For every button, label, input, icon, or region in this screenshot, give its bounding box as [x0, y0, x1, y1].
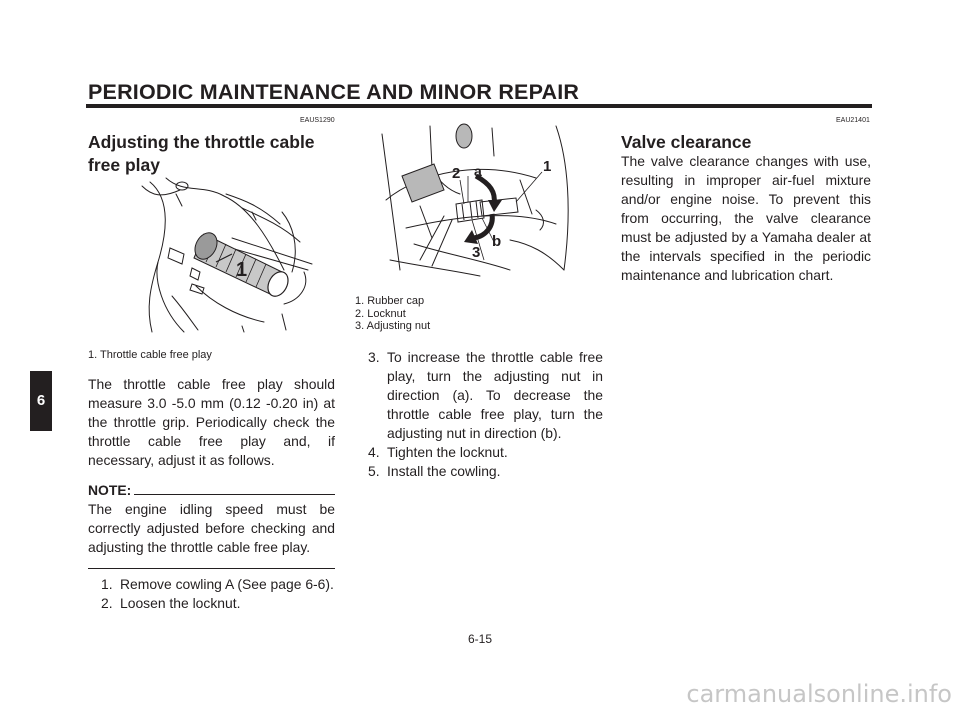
step-item [88, 575, 335, 594]
step-number: 4. [368, 444, 380, 460]
section-title-throttle-line1: Adjusting the throttle cable [88, 132, 315, 152]
steps-list-middle [355, 348, 603, 481]
step-number: 3. [368, 349, 380, 365]
figure-label-adjusting-nut: 3 [472, 244, 481, 261]
figure-label-direction-a: a [474, 163, 482, 179]
page-header-title: PERIODIC MAINTENANCE AND MINOR REPAIR [88, 80, 580, 104]
header-rule [86, 104, 872, 108]
chapter-tab: 6 [30, 371, 52, 431]
section-title-throttle [88, 131, 315, 177]
section-title-throttle-line2: free play [88, 155, 160, 175]
step-number: 5. [368, 463, 380, 479]
step-text: Loosen the locknut. [120, 595, 241, 611]
note-label: NOTE: [88, 482, 132, 498]
figure-label-direction-b: b [492, 233, 502, 250]
figure-caption-throttle: 1. Throttle cable free play [88, 349, 212, 361]
caption-line: 2. Locknut [355, 307, 406, 320]
step-item [355, 462, 603, 481]
section-code-throttle: EAUS1290 [300, 117, 335, 124]
caption-line: 3. Adjusting nut [355, 320, 431, 332]
step-item [355, 348, 603, 443]
steps-list-left [88, 575, 335, 613]
step-item [88, 594, 335, 613]
step-item [355, 443, 603, 462]
step-text: Remove cowling A (See page 6-6). [120, 576, 334, 592]
step-text: Install the cowling. [387, 463, 501, 479]
throttle-grip-illustration [132, 176, 332, 336]
adjusting-nut-illustration [360, 120, 590, 290]
note-text: The engine idling speed must be correctly adjusted before checking and adjusting the throttle cable free play. [88, 501, 335, 555]
valve-paragraph: The valve clearance changes with use, resulting in improper air-fuel mixture and/or engine noise. To prevent this from occurring, the valve clearance must be adjusted by a Yamaha dealer at the intervals specified in the periodic maintenance and lubrication chart. [621, 153, 871, 283]
figure-label-locknut: 2 [452, 165, 461, 182]
note-top-rule [134, 494, 335, 495]
note-bottom-rule [88, 568, 335, 569]
caption-line: 1. Rubber cap [355, 295, 425, 307]
figure-caption-adjusting [355, 295, 430, 333]
figure-label-rubber-cap: 1 [543, 158, 552, 175]
section-title-valve: Valve clearance [621, 132, 752, 152]
step-text: Tighten the locknut. [387, 444, 508, 460]
throttle-paragraph: The throttle cable free play should measure 3.0 -5.0 mm (0.12 -0.20 in) at the throttle grip. Periodically check the throttle cable free play and, if necessary, adjust it as follows. [88, 376, 335, 468]
page-number: 6-15 [467, 632, 493, 646]
figure-label-1: 1 [236, 259, 248, 281]
step-number: 2. [101, 595, 113, 611]
watermark: carmanualsonline.info [686, 680, 952, 708]
step-number: 1. [101, 576, 113, 592]
step-text: To increase the throttle cable free play, turn the adjusting nut in direction (a). To decrease the throttle cable free play, turn the adjusting nut in direction (b). [387, 349, 603, 441]
section-code-valve: EAU21401 [836, 117, 870, 124]
